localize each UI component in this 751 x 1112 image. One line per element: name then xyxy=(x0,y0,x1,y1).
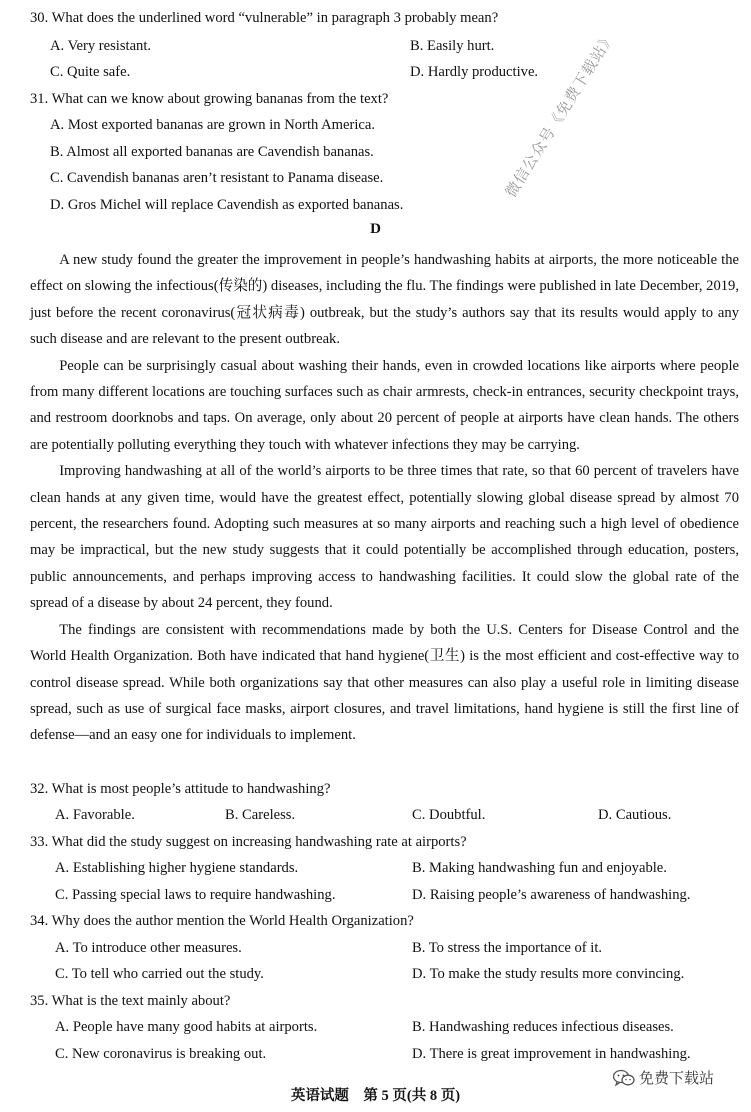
question-31-option-b: B. Almost all exported bananas are Cavendish bananas. xyxy=(50,144,374,160)
question-34-option-b: B. To stress the importance of it. xyxy=(412,940,603,956)
question-30-option-c: C. Quite safe. xyxy=(50,64,131,80)
question-32-stem: 32. What is most people’s attitude to handwashing? xyxy=(30,781,331,797)
section-d-title: D xyxy=(370,221,381,237)
question-35-stem: 35. What is the text mainly about? xyxy=(30,993,231,1009)
wechat-badge-label: 免费下载站 xyxy=(639,1069,715,1087)
question-33-option-c: C. Passing special laws to require handwashing. xyxy=(55,887,336,903)
question-30-option-a: A. Very resistant. xyxy=(50,38,152,54)
question-31-option-d: D. Gros Michel will replace Cavendish as exported bananas. xyxy=(50,197,404,213)
question-35-option-c: C. New coronavirus is breaking out. xyxy=(55,1046,267,1062)
question-30-stem: 30. What does the underlined word “vulnerable” in paragraph 3 probably mean? xyxy=(30,10,499,26)
question-33-option-d: D. Raising people’s awareness of handwashing. xyxy=(412,887,691,903)
question-34-option-a: A. To introduce other measures. xyxy=(55,940,242,956)
passage-paragraph-3: Improving handwashing at all of the world’s airports to be three times that rate, so that 60 percent of travelers have clean hands at any given time, would have the greatest effect, potentially slowing global disease spread by almost 70 percent, the researchers found. Adopting such measures at so many airports and reaching such a high level of obedience may be impractical, but the new study suggests that it could potentially be accomplished through education, posters, public announcements, and perhaps improving access to handwashing facilities. It could slow the global rate of the spread of a disease by about 24 percent, they found. xyxy=(30,463,739,612)
question-30-option-b: B. Easily hurt. xyxy=(410,38,495,54)
passage-d xyxy=(30,247,739,749)
question-31-option-a: A. Most exported bananas are grown in North America. xyxy=(50,117,376,133)
question-32-option-d: D. Cautious. xyxy=(598,807,672,823)
question-31-option-c: C. Cavendish bananas aren’t resistant to Panama disease. xyxy=(50,170,384,186)
question-35-option-b: B. Handwashing reduces infectious diseases. xyxy=(412,1019,674,1035)
question-32-option-a: A. Favorable. xyxy=(55,807,135,823)
passage-paragraph-1: A new study found the greater the improvement in people’s handwashing habits at airports, the more noticeable the effect on slowing the infectious(传染的) diseases, including the flu. The findings were published in late December, 2019, just before the recent coronavirus(冠状病毒) outbreak, but the study’s authors say that its results would apply to any such disease and are relevant to the present outbreak. xyxy=(30,252,739,348)
question-30-option-d: D. Hardly productive. xyxy=(410,64,539,80)
question-31-stem: 31. What can we know about growing bananas from the text? xyxy=(30,91,389,107)
passage-paragraph-4: The findings are consistent with recommendations made by both the U.S. Centers for Disease Control and the World Health Organization. Both have indicated that hand hygiene(卫生) is the most efficient and cost-effective way to control disease spread. While both organizations say that other measures can also play a useful role in limiting disease spread, such as use of surgical face masks, airport closures, and travel limitations, hand hygiene is still the first line of defense—and an easy one for individuals to implement. xyxy=(30,621,739,744)
question-35-option-a: A. People have many good habits at airports. xyxy=(55,1019,318,1035)
question-34-stem: 34. Why does the author mention the World Health Organization? xyxy=(30,913,414,929)
question-33-option-a: A. Establishing higher hygiene standards. xyxy=(55,860,299,876)
watermark-text: 微信公众号《免费下载站》 xyxy=(503,29,619,201)
passage-paragraph-2: People can be surprisingly casual about washing their hands, even in crowded locations like airports where people from many different locations are touching surfaces such as chair armrests, check-in entrances, security checkpoint trays, and restroom doorknobs and taps. On average, only about 20 percent of people at airports have clean hands. The others are potentially polluting everything they touch with whatever infections they may be carrying. xyxy=(30,357,739,453)
question-32-option-b: B. Careless. xyxy=(225,807,296,823)
question-34-option-d: D. To make the study results more convincing. xyxy=(412,966,685,982)
question-32-option-c: C. Doubtful. xyxy=(412,807,486,823)
page-footer: 英语试题 第 5 页(共 8 页) xyxy=(290,1088,461,1104)
question-34-option-c: C. To tell who carried out the study. xyxy=(55,966,264,982)
question-33-option-b: B. Making handwashing fun and enjoyable. xyxy=(412,860,667,876)
question-33-stem: 33. What did the study suggest on increasing handwashing rate at airports? xyxy=(30,834,467,850)
question-35-option-d: D. There is great improvement in handwashing. xyxy=(412,1046,691,1062)
